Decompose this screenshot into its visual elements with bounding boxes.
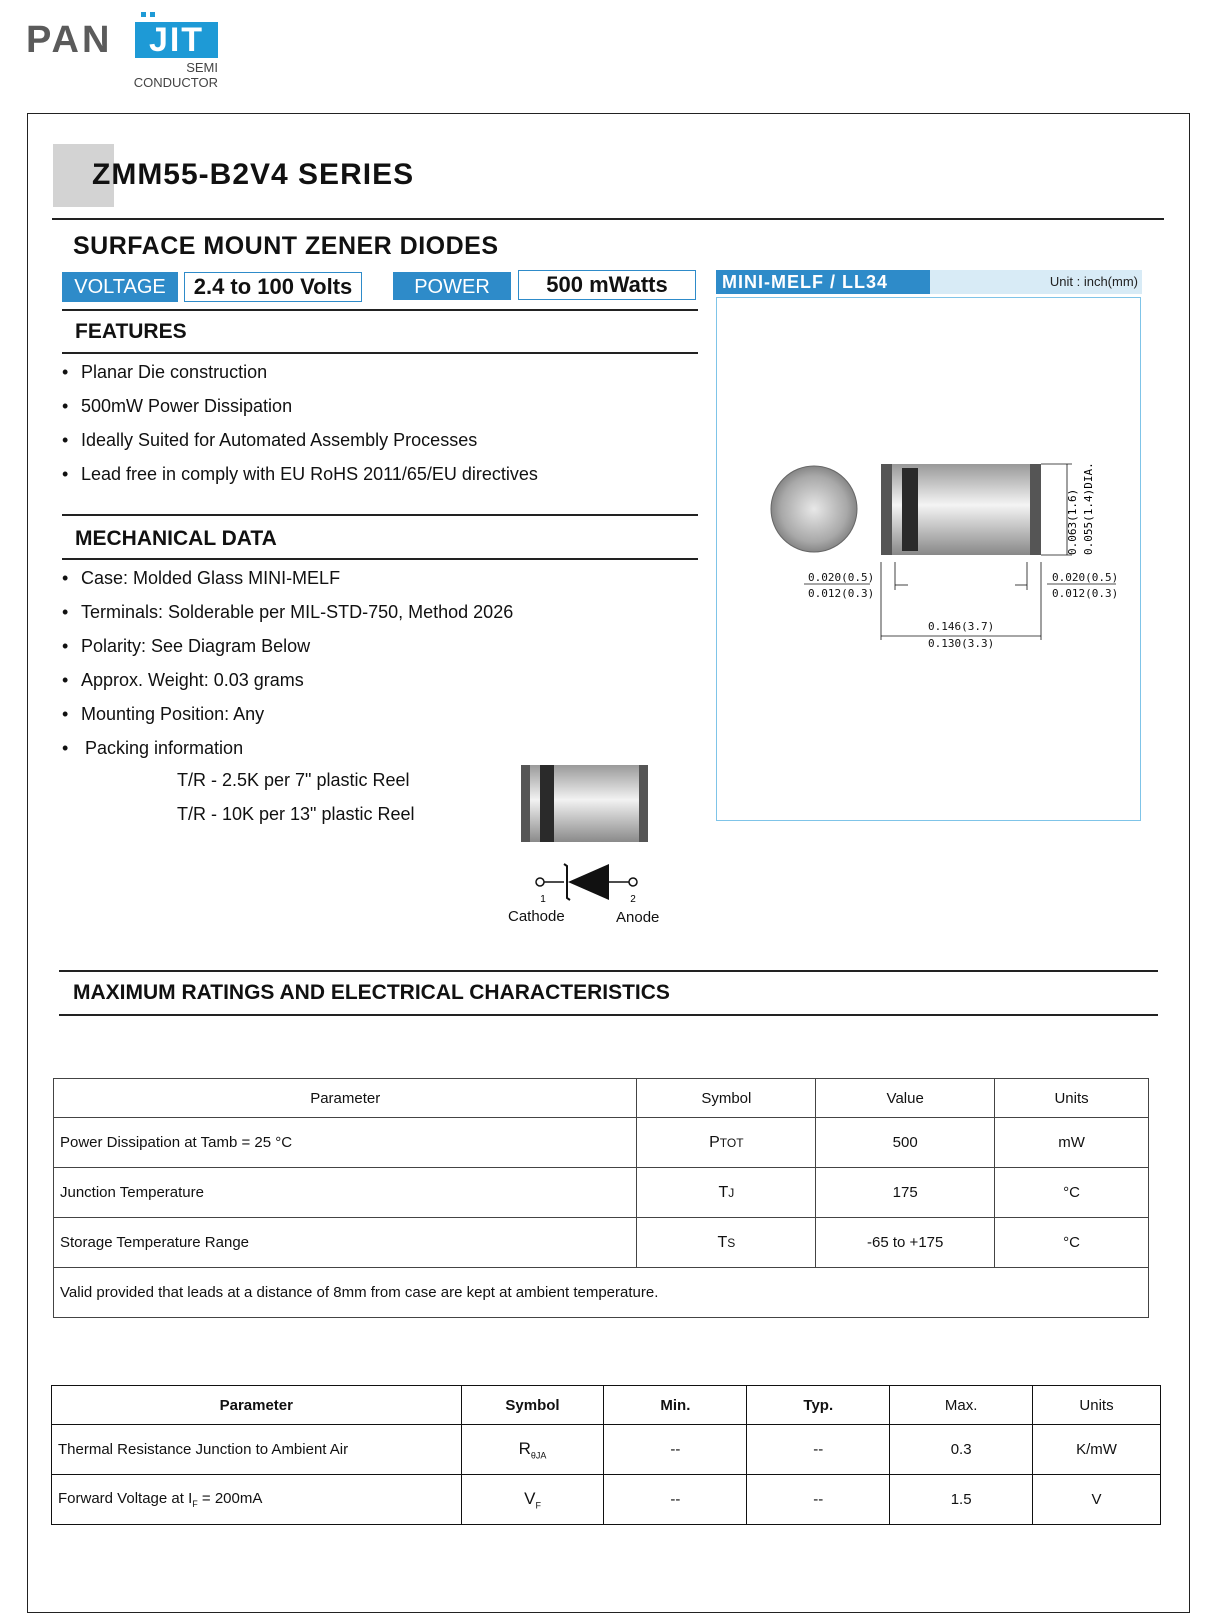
pin1-label: 1 [540,894,546,905]
typ-cell: -- [747,1475,890,1525]
unit-cell: mW [995,1118,1149,1168]
param-sub: F [192,1499,198,1509]
header-max: Max. [890,1386,1033,1425]
list-item: • Packing information [62,738,702,759]
symbol-sub: θJA [530,1450,547,1461]
diode-polarity-diagram [515,760,665,930]
title-divider [52,218,1164,220]
symbol-cell [637,1168,816,1218]
symbol-sub: J [728,1185,735,1200]
symbol-cell [461,1475,604,1525]
ratings-top-rule [59,970,1158,972]
anode-label: Anode [616,909,660,926]
table-note-row [54,1268,1149,1318]
symbol-sub: F [535,1500,541,1511]
features-list [62,362,702,485]
unit-cell: K/mW [1033,1425,1161,1475]
param-cell: Storage Temperature Range [54,1218,637,1268]
symbol-sub: S [727,1235,736,1250]
table-row [52,1425,1161,1475]
header-typ: Typ. [747,1386,890,1425]
power-value: 500 mWatts [518,270,696,300]
page-title: ZMM55-B2V4 SERIES [92,158,415,191]
min-cell: -- [604,1425,747,1475]
dia-min-label: 0.055(1.4)DIA. [1082,462,1095,555]
electrical-table [51,1385,1161,1525]
value-cell: 500 [816,1118,995,1168]
list-item: • 500mW Power Dissipation [62,396,702,417]
mechanical-list [62,568,702,759]
header-units: Units [995,1079,1149,1118]
table-header-row [54,1079,1149,1118]
pin2-label: 2 [630,894,636,905]
symbol-cell [637,1218,816,1268]
param-pre: Forward Voltage at I [58,1490,193,1507]
symbol-sub: TOT [719,1135,744,1150]
power-label: POWER [393,272,511,300]
symbol-main: P [709,1133,720,1151]
param-post: = 200mA [197,1490,263,1507]
param-cell: Thermal Resistance Junction to Ambient Air [52,1425,462,1475]
param-cell [52,1475,462,1525]
typ-cell: -- [747,1425,890,1475]
package-title: MINI-MELF / LL34 [716,270,930,294]
list-item: • Terminals: Solderable per MIL-STD-750, Method 2026 [62,602,702,623]
list-item: • Case: Molded Glass MINI-MELF [62,568,702,589]
param-cell: Junction Temperature [54,1168,637,1218]
length-min: 0.130(3.3) [928,637,995,650]
logo-pan-text: PAN [26,19,113,61]
cathode-label: Cathode [508,908,565,925]
header-parameter: Parameter [54,1079,637,1118]
packing-7-inch: T/R - 2.5K per 7" plastic Reel [177,770,410,790]
ratings-heading: MAXIMUM RATINGS AND ELECTRICAL CHARACTERISTICS [73,981,670,1004]
max-cell: 0.3 [890,1425,1033,1475]
mechanical-top-rule [62,514,698,516]
header-parameter: Parameter [52,1386,462,1425]
table-row [54,1168,1149,1218]
mechanical-bottom-rule [62,558,698,560]
packing-13-inch: T/R - 10K per 13" plastic Reel [177,804,415,824]
symbol-main: R [518,1438,531,1458]
dia-max-label: 0.063(1.6) [1066,488,1079,555]
logo-conductor: CONDUCTOR [133,75,218,90]
table-note: Valid provided that leads at a distance of 8mm from case are kept at ambient temperature. [54,1268,1149,1318]
list-item: • Planar Die construction [62,362,702,383]
value-cell: 175 [816,1168,995,1218]
unit-cell: °C [995,1168,1149,1218]
right-lead-min: 0.012(0.3) [1052,587,1119,600]
header-symbol: Symbol [461,1386,604,1425]
symbol-main: V [524,1488,536,1508]
min-cell: -- [604,1475,747,1525]
voltage-label: VOLTAGE [62,272,178,302]
header-symbol: Symbol [637,1079,816,1118]
list-item: • Polarity: See Diagram Below [62,636,702,657]
list-item: • Ideally Suited for Automated Assembly Processes [62,430,702,451]
ratings-bottom-rule [59,1014,1158,1016]
ratings-table [53,1078,1149,1318]
left-lead-min: 0.012(0.3) [808,587,875,600]
features-heading: FEATURES [75,320,187,343]
product-subtitle: SURFACE MOUNT ZENER DIODES [73,232,499,260]
features-bottom-rule [62,352,698,354]
table-row [52,1475,1161,1525]
table-row [54,1218,1149,1268]
max-cell: 1.5 [890,1475,1033,1525]
right-lead-max: 0.020(0.5) [1052,571,1119,584]
left-lead-max: 0.020(0.5) [808,571,875,584]
mechanical-heading: MECHANICAL DATA [75,527,277,550]
table-row [54,1118,1149,1168]
symbol-main: T [717,1233,728,1251]
features-top-rule [62,309,698,311]
list-item: • Mounting Position: Any [62,704,702,725]
header-value: Value [816,1079,995,1118]
header-units: Units [1033,1386,1161,1425]
logo-jit-text: JIT [135,22,218,58]
list-item: • Approx. Weight: 0.03 grams [62,670,702,691]
header-min: Min. [604,1386,747,1425]
logo-semi: SEMI [186,60,218,75]
symbol-cell [461,1425,604,1475]
list-item: • Lead free in comply with EU RoHS 2011/65/EU directives [62,464,702,485]
value-cell: -65 to +175 [816,1218,995,1268]
symbol-main: T [718,1183,729,1201]
table-header-row [52,1386,1161,1425]
param-cell: Power Dissipation at Tamb = 25 °C [54,1118,637,1168]
symbol-cell [637,1118,816,1168]
package-unit: Unit : inch(mm) [1049,274,1138,289]
package-dimension-drawing [720,300,1138,818]
voltage-value: 2.4 to 100 Volts [184,272,362,302]
length-max: 0.146(3.7) [928,620,995,633]
unit-cell: °C [995,1218,1149,1268]
unit-cell: V [1033,1475,1161,1525]
logo-dots-icon [140,11,156,19]
